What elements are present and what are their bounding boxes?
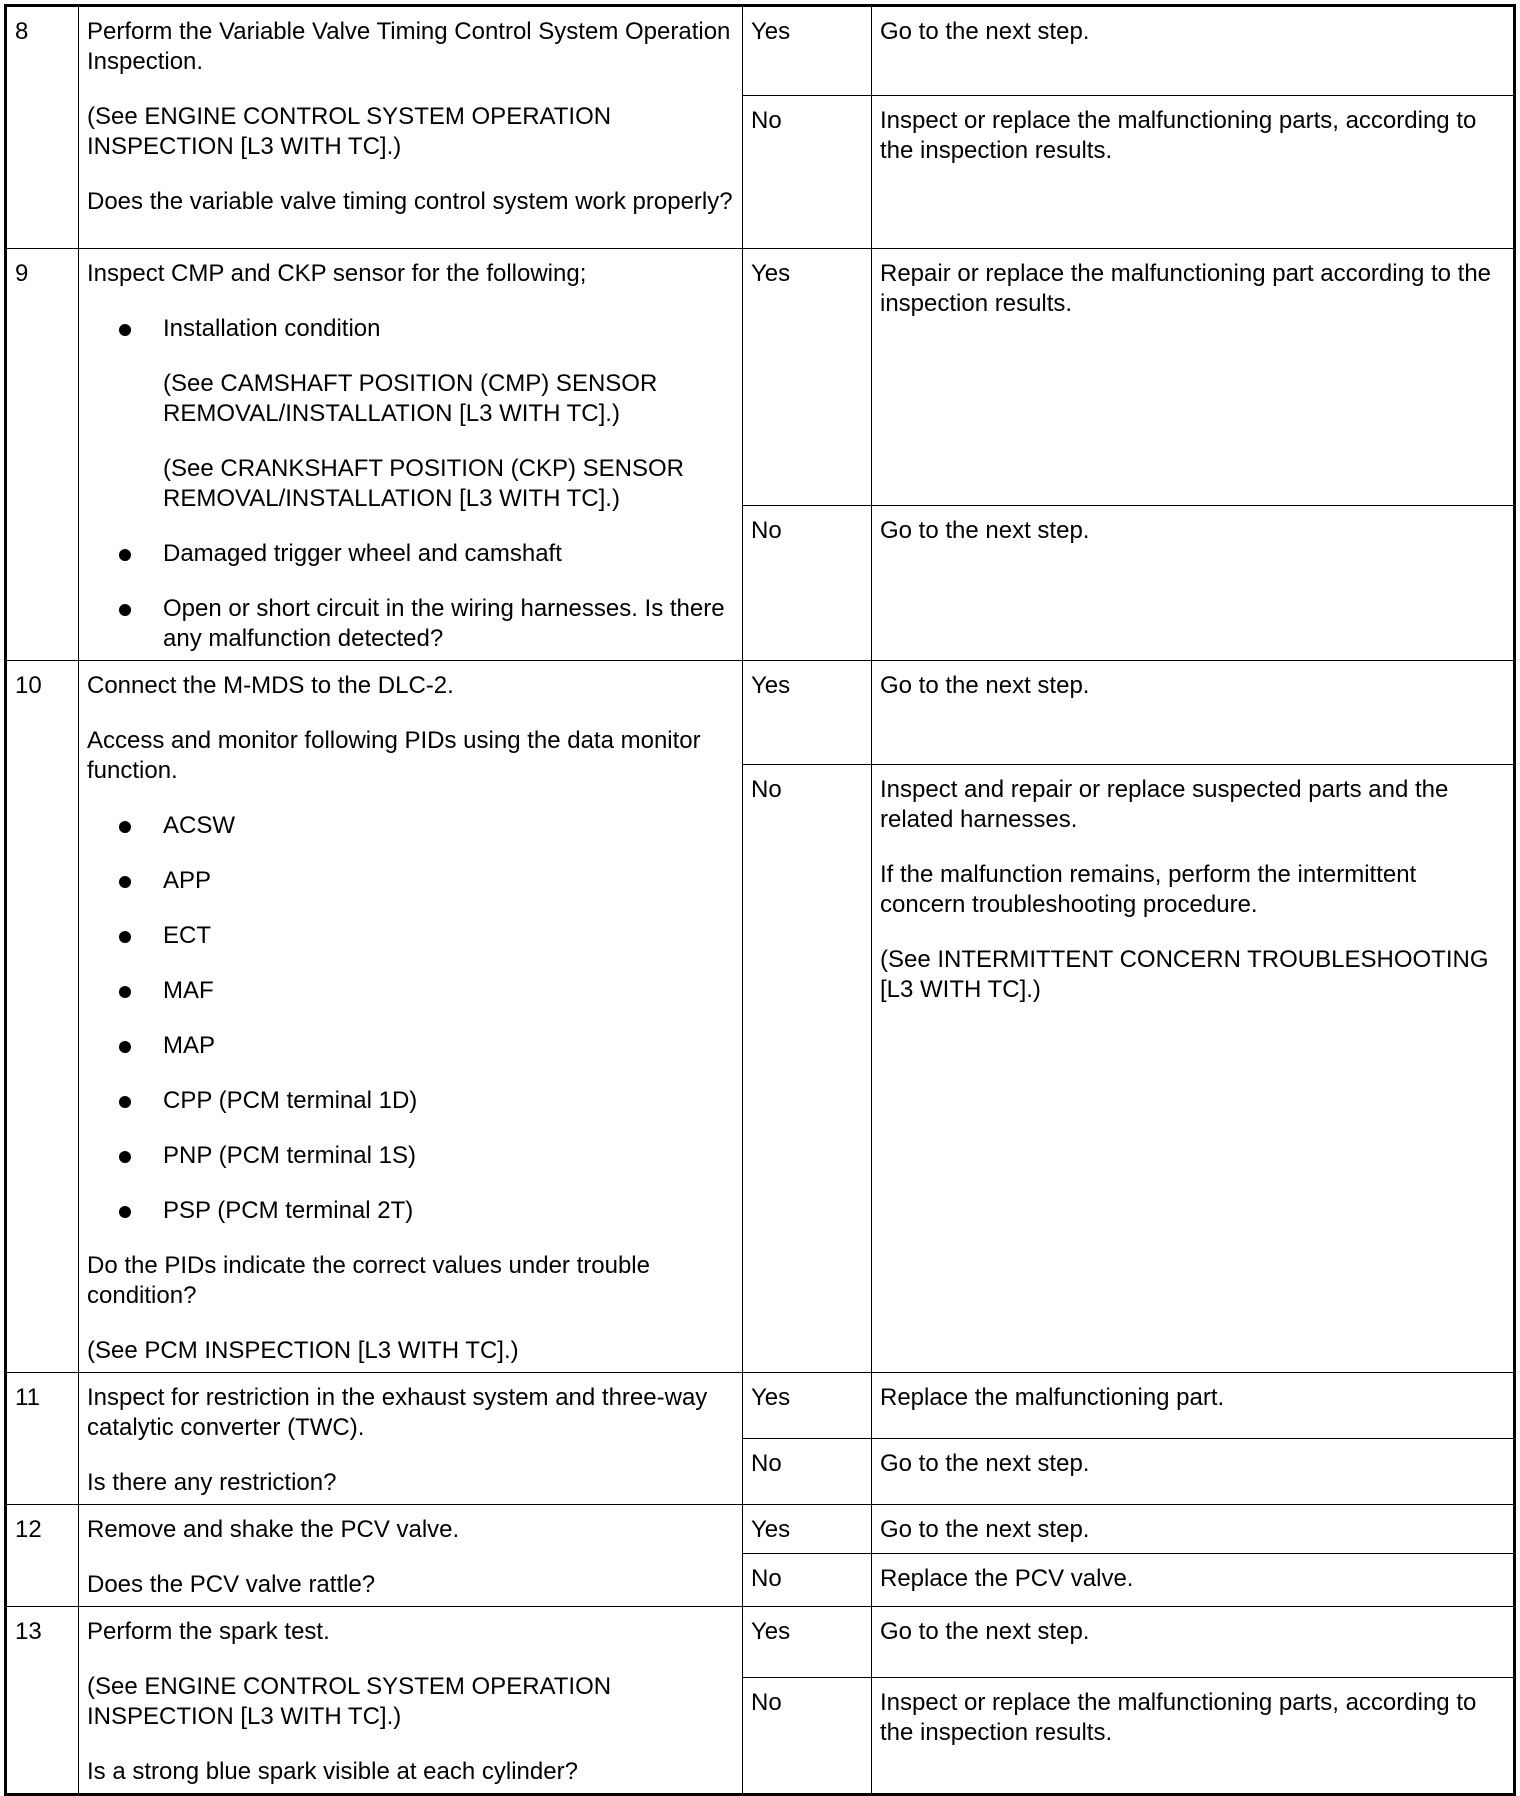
yes-label: Yes <box>743 1505 872 1554</box>
no-action: Replace the PCV valve. <box>872 1553 1515 1606</box>
list-item: MAP <box>163 1031 734 1061</box>
troubleshooting-page <box>4 4 1513 1796</box>
step-question: Does the variable valve timing control system work properly? <box>87 188 733 215</box>
step-text: Remove and shake the PCV valve. <box>87 1516 460 1543</box>
step-text: Perform the spark test. <box>87 1618 330 1645</box>
inspection-list <box>87 314 734 344</box>
no-action <box>872 765 1515 1373</box>
yes-action: Go to the next step. <box>872 1607 1515 1678</box>
list-item: Damaged trigger wheel and camshaft <box>163 539 734 569</box>
step-8-yes-row <box>6 6 1515 96</box>
step-text: Access and monitor following PIDs using the data monitor function. <box>87 727 701 784</box>
list-item: ACSW <box>163 811 734 841</box>
step-description <box>79 1373 743 1505</box>
step-question: Do the PIDs indicate the correct values under trouble condition? <box>87 1252 650 1309</box>
bullet-icon <box>119 1151 131 1163</box>
list-item: PSP (PCM terminal 2T) <box>163 1196 734 1226</box>
step-question: Does the PCV valve rattle? <box>87 1571 376 1598</box>
step-number: 9 <box>6 249 79 661</box>
step-reference: (See CAMSHAFT POSITION (CMP) SENSOR REMOVAL/INSTALLATION [L3 WITH TC].) <box>163 370 658 427</box>
step-text: Inspect for restriction in the exhaust system and three-way catalytic converter (TWC). <box>87 1384 708 1441</box>
yes-action: Repair or replace the malfunctioning part according to the inspection results. <box>872 249 1515 506</box>
bullet-icon <box>119 549 131 561</box>
step-number: 12 <box>6 1505 79 1607</box>
yes-label: Yes <box>743 249 872 506</box>
step-description <box>79 6 743 249</box>
list-item: Open or short circuit in the wiring harnesses. Is there any malfunction detected? <box>163 594 734 654</box>
yes-label: Yes <box>743 1373 872 1439</box>
yes-label: Yes <box>743 6 872 96</box>
yes-action: Go to the next step. <box>872 1505 1515 1554</box>
no-action: Inspect or replace the malfunctioning parts, according to the inspection results. <box>872 1678 1515 1795</box>
list-item: APP <box>163 866 734 896</box>
no-label: No <box>743 1553 872 1606</box>
no-action: Go to the next step. <box>872 1439 1515 1505</box>
no-label: No <box>743 765 872 1373</box>
step-number: 8 <box>6 6 79 249</box>
step-description <box>79 249 743 661</box>
pid-list <box>87 811 734 1226</box>
step-description <box>79 661 743 1373</box>
no-label: No <box>743 96 872 249</box>
yes-label: Yes <box>743 661 872 765</box>
step-question: Is a strong blue spark visible at each cylinder? <box>87 1758 578 1785</box>
step-reference: (See ENGINE CONTROL SYSTEM OPERATION INSPECTION [L3 WITH TC].) <box>87 103 612 160</box>
yes-action: Go to the next step. <box>872 6 1515 96</box>
no-label: No <box>743 1439 872 1505</box>
list-item: CPP (PCM terminal 1D) <box>163 1086 734 1116</box>
no-action-text: If the malfunction remains, perform the intermittent concern troubleshooting procedure. <box>880 861 1417 919</box>
bullet-icon <box>119 986 131 998</box>
yes-label: Yes <box>743 1607 872 1678</box>
step-description <box>79 1607 743 1795</box>
bullet-icon <box>119 604 131 616</box>
step-description <box>79 1505 743 1607</box>
bullet-icon <box>119 876 131 888</box>
bullet-icon <box>119 1096 131 1108</box>
no-action-text: Inspect and repair or replace suspected parts and the related harnesses. <box>880 776 1449 834</box>
no-action: Go to the next step. <box>872 506 1515 661</box>
no-label: No <box>743 506 872 661</box>
step-reference: (See ENGINE CONTROL SYSTEM OPERATION INSPECTION [L3 WITH TC].) <box>87 1673 612 1730</box>
step-question: Is there any restriction? <box>87 1469 337 1496</box>
bullet-icon <box>119 931 131 943</box>
inspection-list <box>87 539 734 654</box>
step-reference: (See CRANKSHAFT POSITION (CKP) SENSOR REMOVAL/INSTALLATION [L3 WITH TC].) <box>163 455 684 512</box>
yes-action: Go to the next step. <box>872 661 1515 765</box>
bullet-icon <box>119 821 131 833</box>
step-number: 13 <box>6 1607 79 1795</box>
bullet-icon <box>119 324 131 336</box>
bullet-icon <box>119 1206 131 1218</box>
step-number: 11 <box>6 1373 79 1505</box>
step-10-yes-row <box>6 661 1515 765</box>
step-9-yes-row <box>6 249 1515 506</box>
diagnostic-steps-table <box>4 4 1516 1796</box>
list-item: ECT <box>163 921 734 951</box>
step-text: Connect the M-MDS to the DLC-2. <box>87 672 454 699</box>
step-text: Inspect CMP and CKP sensor for the following; <box>87 260 587 287</box>
yes-action: Replace the malfunctioning part. <box>872 1373 1515 1439</box>
step-11-yes-row <box>6 1373 1515 1439</box>
no-label: No <box>743 1678 872 1795</box>
step-text: Perform the Variable Valve Timing Control System Operation Inspection. <box>87 18 731 75</box>
bullet-icon <box>119 1041 131 1053</box>
step-number: 10 <box>6 661 79 1373</box>
step-12-yes-row <box>6 1505 1515 1554</box>
list-item: PNP (PCM terminal 1S) <box>163 1141 734 1171</box>
no-action: Inspect or replace the malfunctioning parts, according to the inspection results. <box>872 96 1515 249</box>
list-item: MAF <box>163 976 734 1006</box>
step-reference: (See PCM INSPECTION [L3 WITH TC].) <box>87 1337 519 1364</box>
list-item: Installation condition <box>163 314 734 344</box>
no-action-reference: (See INTERMITTENT CONCERN TROUBLESHOOTING [L3 WITH TC].) <box>880 946 1489 1004</box>
step-13-yes-row <box>6 1607 1515 1678</box>
